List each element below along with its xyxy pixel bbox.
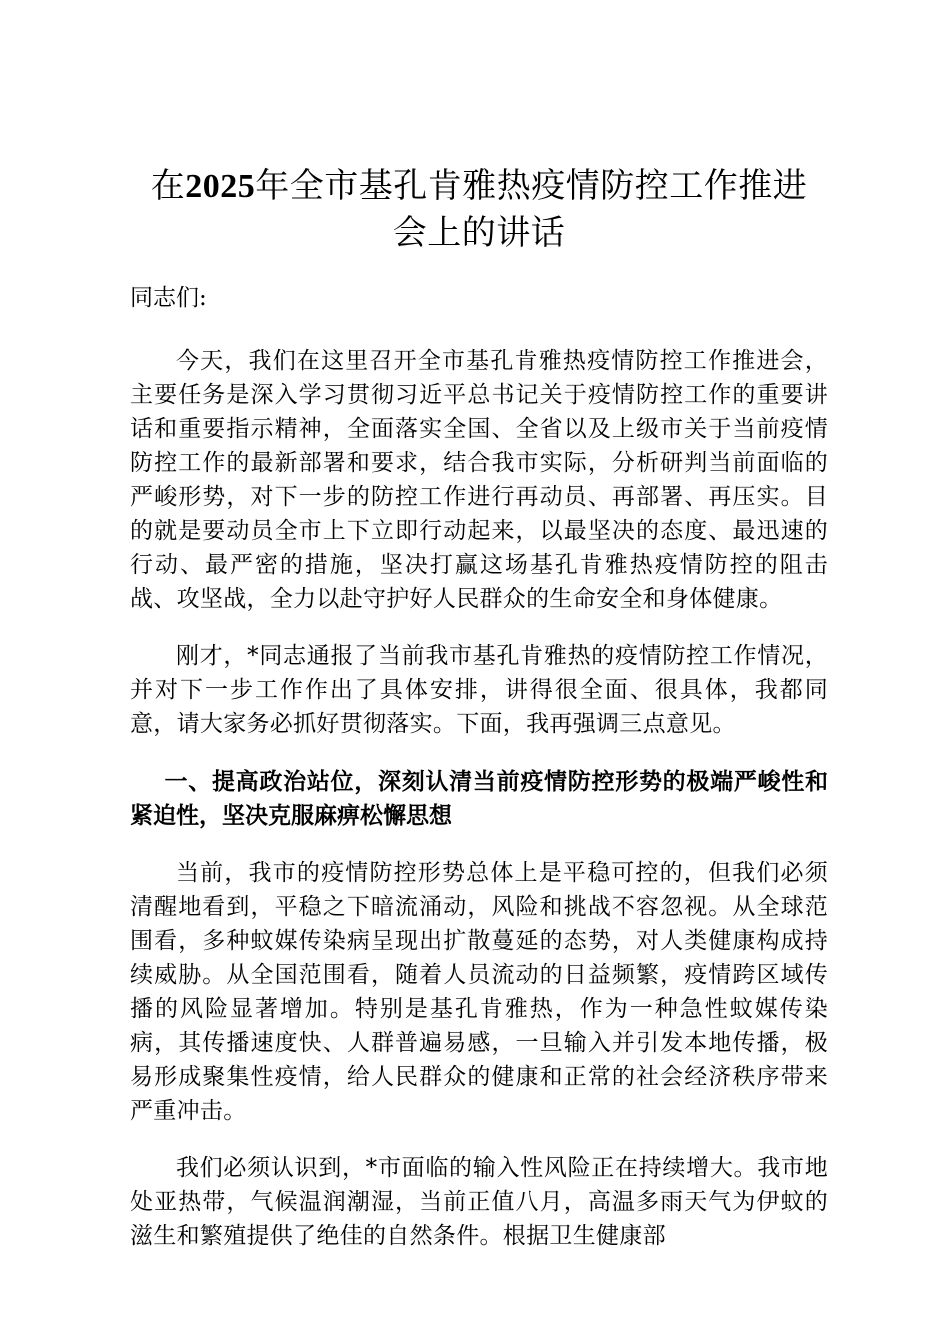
title-year: 2025 (185, 168, 256, 205)
paragraph-briefing: 刚才，*同志通报了当前我市基孔肯雅热的疫情防控工作情况，并对下一步工作作出了具体安排，讲得很全面、很具体，我都同意，请大家务必抓好贯彻落实。下面，我再强调三点意见。 (130, 643, 828, 737)
title-prefix: 在 (150, 166, 186, 206)
document-title (90, 163, 868, 257)
salutation: 同志们: (130, 285, 207, 311)
paragraph-risk: 我们必须认识到，*市面临的输入性风险正在持续增大。我市地处亚热带，气候温润潮湿，当前正值八月，高温多雨天气为伊蚊的滋生和繁殖提供了绝佳的自然条件。根据卫生健康部 (130, 1155, 828, 1249)
section-heading-1: 一、提高政治站位，深刻认清当前疫情防控形势的极端严峻性和紧迫性，坚决克服麻痹松懈思想 (130, 768, 828, 829)
document-body (130, 163, 828, 1253)
title-line2: 会上的讲话 (392, 213, 566, 253)
paragraph-situation: 当前，我市的疫情防控形势总体上是平稳可控的，但我们必须清醒地看到，平稳之下暗流涌动，风险和挑战不容忽视。从全球范围看，多种蚊媒传染病呈现出扩散蔓延的态势，对人类健康构成持续威胁。从全国范围看，随着人员流动的日益频繁，疫情跨区域传播的风险显著增加。特别是基孔肯雅热，作为一种急性蚊媒传染病，其传播速度快、人群普遍易感，一旦输入并引发本地传播，极易形成聚集性疫情，给人民群众的健康和正常的社会经济秩序带来严重冲击。 (130, 860, 828, 1124)
title-line1-rest: 年全市基孔肯雅热疫情防控工作推进 (255, 166, 808, 206)
paragraph-opening: 今天，我们在这里召开全市基孔肯雅热疫情防控工作推进会，主要任务是深入学习贯彻习近平总书记关于疫情防控工作的重要讲话和重要指示精神，全面落实全国、全省以及上级市关于当前疫情防控工作的最新部署和要求，结合我市实际，分析研判当前面临的严峻形势，对下一步的防控工作进行再动员、再部署、再压实。目的就是要动员全市上下立即行动起来，以最坚决的态度、最迅速的行动、最严密的措施，坚决打赢这场基孔肯雅热疫情防控的阻击战、攻坚战，全力以赴守护好人民群众的生命安全和身体健康。 (130, 348, 828, 612)
